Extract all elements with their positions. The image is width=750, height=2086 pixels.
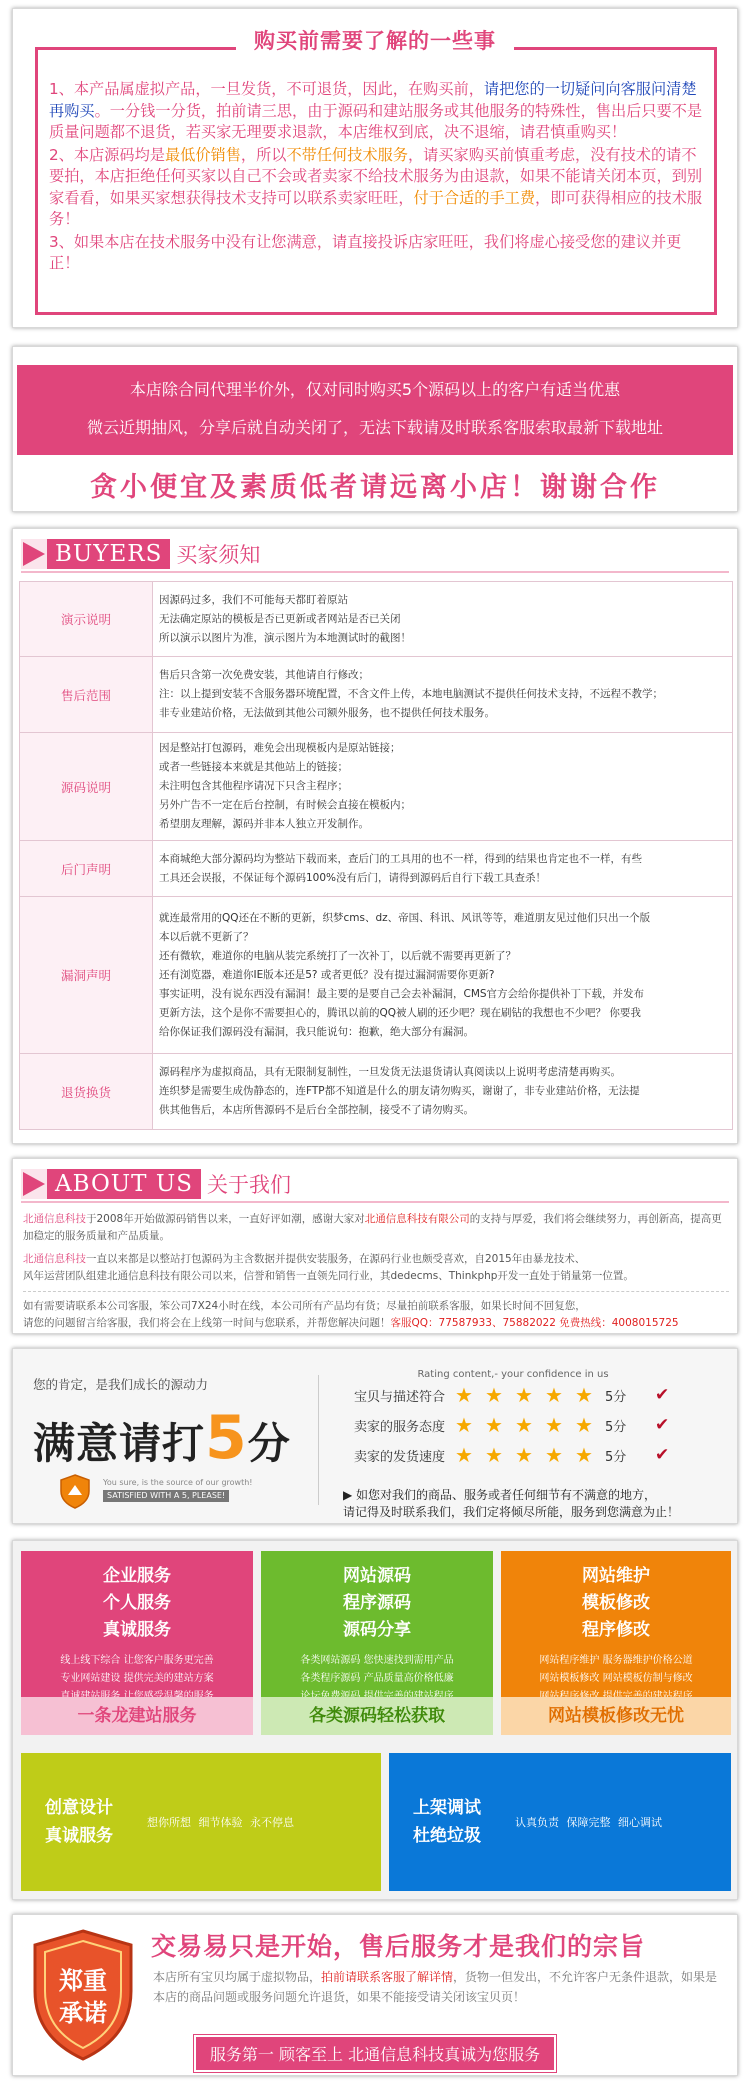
row-content: 因源码过多，我们不可能每天都盯着原站 无法确定原站的模板是否已更新或者网站是否已关闭 所以演示以图片为准，演示图片为本地测试时的截图！	[153, 582, 733, 657]
rating-headline: 满意请打5分	[33, 1403, 291, 1473]
notice-item-2: 2、本店源码均是最低价销售，所以不带任何技术服务，请买家购买前慎重考虑，没有技术的请不要拍，本店拒绝任何买家以自己不会或者卖家不给技术服务为由退款，如果不能请关闭本页，到别家看看，如果买家想获得技术支持可以联系卖家旺旺，付于合适的手工费，即可获得相应的技术服务！	[49, 145, 703, 228]
star-rating	[455, 1383, 605, 1407]
buyers-header	[21, 539, 260, 569]
buyers-title-cn: 买家须知	[176, 543, 261, 567]
table-row	[20, 582, 733, 657]
star-icon: ★	[545, 1383, 563, 1407]
about-title-en: ABOUT US	[47, 1169, 201, 1199]
banner-slogan: 贪小便宜及素质低者请远离小店！谢谢合作	[90, 472, 660, 503]
row-content: 售后只含第一次免费安装，其他请自行修改； 注：以上提到安装不含服务器环境配置，不含文件上传，本地电脑测试不提供任何技术支持，不远程不教学； 非专业建站价格，无法做到其他公司额外服务，也不提供任何技术服务。	[153, 657, 733, 733]
row-label: 退货换货	[20, 1054, 153, 1130]
row-label: 漏洞声明	[20, 897, 153, 1054]
row-content: 本商城绝大部分源码均为整站下载而来，查后门的工具用的也不一样，得到的结果也肯定也不一样，有些 工具还会误报，不保证每个源码100%没有后门，请得到源码后自行下载工具查杀！	[153, 841, 733, 897]
about-paragraph-2: 北通信息科技一直以来都是以整站打包源码为主含数据并提供安装服务，在源码行业也颇受喜欢，自2015年由暴龙技术、 风年运营团队组建北通信息科技有限公司以来，信誉和销售一直领先同行业，其dedecms、Thinkphp开发一直处于销量第一位置。	[23, 1253, 634, 1282]
star-icon: ★	[455, 1413, 473, 1437]
banner-line-1: 本店除合同代理半价外，仅对同时购买5个源码以上的客户有适当优惠	[129, 380, 621, 399]
promise-headline: 交易易只是开始，售后服务才是我们的宗旨	[151, 1932, 646, 1961]
table-row	[20, 897, 733, 1054]
table-row	[20, 841, 733, 897]
star-rating	[455, 1443, 605, 1467]
tile-footer: 各类源码轻松获取	[261, 1697, 493, 1735]
services-panel	[12, 1540, 738, 1900]
rating-row: 卖家的服务态度 ★ ★ ★ ★ ★ 5分 ✔	[353, 1413, 670, 1437]
about-title-cn: 关于我们	[206, 1173, 291, 1197]
notice-item-1: 1、本产品属虚拟产品，一旦发货，不可退货，因此，在购买前，请把您的一切疑问向客服问清楚再购买。一分钱一分货，拍前请三思，由于源码和建站服务或其他服务的特殊性，售出后只要不是质量问题都不退货，若买家无理要求退款，本店维权到底，决不退缩，请君慎重购买！	[49, 80, 703, 141]
tile-footer: 一条龙建站服务	[21, 1697, 253, 1735]
star-icon: ★	[575, 1413, 593, 1437]
banner-line-2: 微云近期抽风，分享后就自动关闭了，无法下载请及时联系客服索取最新下载地址	[86, 418, 663, 437]
rating-slogan-en: You sure, is the source of our growth! SATISFIED WITH A 5, PLEASE!	[103, 1478, 253, 1500]
star-icon: ★	[455, 1443, 473, 1467]
star-icon: ★	[485, 1383, 503, 1407]
notice-list	[49, 79, 705, 276]
row-content: 源码程序为虚拟商品，具有无限制复制性，一旦发货无法退货请认真阅读以上说明考虑清楚再购买。 连织梦是需要生成伪静态的，连FTP都不知道是什么的朋友请勿购买，谢谢了，非专业建站价格，无法提 供其他售后，本店所售源码不是后台全部控制，接受不了请勿购买。	[153, 1054, 733, 1130]
row-label: 源码说明	[20, 733, 153, 841]
tile-footer: 网站模板修改无忧	[501, 1697, 731, 1735]
seal-text-2: 承诺	[59, 1999, 107, 2027]
star-icon: ★	[515, 1413, 533, 1437]
check-icon: ✔	[655, 1445, 670, 1465]
rating-note: ▶ 如您对我们的商品、服务或者任何细节有不满意的地方， 请记得及时联系我们，我们定将倾尽所能，服务到您满意为止！	[343, 1488, 680, 1519]
star-icon: ★	[485, 1413, 503, 1437]
rating-tagline: 您的肯定，是我们成长的源动力	[33, 1377, 209, 1392]
buyers-title-en: BUYERS	[47, 539, 170, 569]
rating-row: 宝贝与描述符合 ★ ★ ★ ★ ★ 5分 ✔	[353, 1383, 670, 1407]
service-tile-testing: 上架调试 杜绝垃圾 认真负责 保障完整 细心调试	[389, 1753, 731, 1891]
service-tile-enterprise: 企业服务 个人服务 真诚服务 线上线下综合 让您客户服务更完善 专业网站建设 提供完美的建站方案 一条龙建站服务	[21, 1551, 253, 1735]
star-icon: ★	[575, 1383, 593, 1407]
about-paragraph-3: 如有需要请联系本公司客服，笨公司7X24小时在线，本公司所有产品均有货；尽量拍前联系客服，如果长时间不回复您， 请您的问题留言给客服，我们将会在上线第一时间与您联系，并帮您解决问题！客服QQ：77587933、75882022 免费热线：4008015725	[23, 1300, 679, 1329]
service-tile-design: 创意设计 真诚服务 想你所想 细节体验 永不停息	[21, 1753, 381, 1891]
check-icon: ✔	[655, 1415, 670, 1435]
star-icon: ★	[575, 1443, 593, 1467]
thumbs-up-badge-icon	[57, 1473, 93, 1509]
banner-band	[17, 365, 733, 455]
promise-footer: 服务第一 顾客至上 北通信息科技真诚为您服务	[194, 2035, 556, 2072]
notice-title: 购买前需要了解的一些事	[236, 21, 514, 59]
star-icon: ★	[515, 1383, 533, 1407]
row-label: 售后范围	[20, 657, 153, 733]
about-panel	[12, 1158, 738, 1334]
notice-item-3: 3、如果本店在技术服务中没有让您满意，请直接投诉店家旺旺，我们将虚心接受您的建议并更正！	[49, 232, 682, 272]
triangle-icon	[21, 1169, 47, 1199]
triangle-icon	[21, 539, 47, 569]
service-tile-maintenance: 网站维护 模板修改 程序修改 网站程序维护 服务器维护价格公道 网站模板修改 网站模板仿制与修改 网站模板修改无忧	[501, 1551, 731, 1735]
table-row	[20, 733, 733, 841]
star-icon: ★	[485, 1443, 503, 1467]
buyers-panel	[12, 528, 738, 1144]
star-icon: ★	[455, 1383, 473, 1407]
about-body	[23, 1211, 729, 1338]
row-content: 因是整站打包源码，难免会出现模板内是原站链接； 或者一些链接本来就是其他站上的链接； 未注明包含其他程序请况下只含主程序； 另外广告不一定在后台控制，有时候会直接在模板内； 希望朋友理解，源码并非本人独立开发制作。	[153, 733, 733, 841]
notice-panel	[12, 8, 738, 328]
star-icon: ★	[545, 1443, 563, 1467]
about-paragraph-1: 北通信息科技于2008年开始做源码销售以来，一直好评如潮，感谢大家对北通信息科技有限公司的支持与厚爱，我们将会继续努力，再创新高，提高更加稳定的服务质量和产品质量。	[23, 1213, 722, 1242]
row-content: 就连最常用的QQ还在不断的更新，织梦cms、dz、帝国、科讯、风讯等等，难道朋友见过他们只出一个版 本以后就不更新了？ 还有微软，难道你的电脑从装完系统打了一次补丁，以后就不需要再更新了？ 还有浏览器，难道你IE版本还是5? 或者更低？没有提过漏洞需要你更新? 事实证明，没有说东西没有漏洞！最主要的是要自己会去补漏洞，CMS官方会给你提供补丁下载，并发布 更新方法，这个是你不需要担心的，腾讯以前的QQ被人刷的还少吧？现在刷钻的我想也不少吧？ 你要我 给你保证我们源码没有漏洞，我只能说句：抱歉，绝大部分有漏洞。	[153, 897, 733, 1054]
service-tile-source: 网站源码 程序源码 源码分享 各类网站源码 您快速找到需用产品 各类程序源码 产品质量高价格低廉 各类源码轻松获取	[261, 1551, 493, 1735]
table-row	[20, 657, 733, 733]
row-label: 后门声明	[20, 841, 153, 897]
buyers-table	[19, 581, 733, 1130]
row-label: 演示说明	[20, 582, 153, 657]
star-icon: ★	[545, 1413, 563, 1437]
star-rating	[455, 1413, 605, 1437]
rating-panel	[12, 1348, 738, 1524]
about-header	[21, 1169, 291, 1199]
contact-info: 客服QQ：77587933、75882022 免费热线：4008015725	[390, 1317, 679, 1329]
rating-row: 卖家的发货速度 ★ ★ ★ ★ ★ 5分 ✔	[353, 1443, 670, 1467]
promise-panel	[12, 1914, 738, 2076]
star-icon: ★	[515, 1443, 533, 1467]
table-row	[20, 1054, 733, 1130]
discount-banner	[12, 346, 738, 512]
check-icon: ✔	[655, 1385, 670, 1405]
seal-text-1: 郑重	[59, 1967, 107, 1995]
promise-description: 本店所有宝贝均属于虚拟物品，拍前请联系客服了解详情，货物一但发出，不允许客户无条件退款，如果是本店的商品问题或服务问题允许退货，如果不能接受请关闭该宝贝页！	[153, 1970, 718, 2004]
rating-subtitle: Rating content,- your confidence in us	[417, 1369, 609, 1380]
